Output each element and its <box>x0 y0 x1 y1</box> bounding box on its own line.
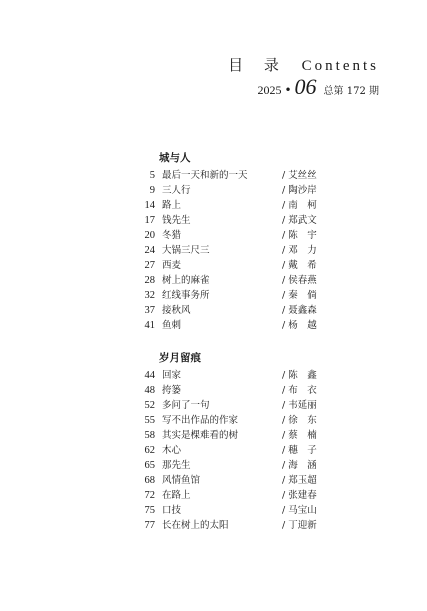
entry-title[interactable]: 三人行 <box>162 185 191 196</box>
entry-author: / 侯春燕 <box>282 275 317 286</box>
toc-entry[interactable] <box>141 303 341 318</box>
entry-page-number: 41 <box>144 320 155 331</box>
entry-title[interactable]: 口技 <box>162 505 182 516</box>
toc-entry[interactable] <box>141 443 341 458</box>
entry-title[interactable]: 接秋风 <box>162 305 191 316</box>
entry-author: / 聂鑫森 <box>282 305 317 316</box>
entry-author: / 马宝山 <box>282 505 317 516</box>
toc-entry[interactable] <box>141 228 341 243</box>
entry-page-number: 32 <box>144 290 155 301</box>
entry-author: / 徐 东 <box>282 415 317 426</box>
entry-author: / 郑武文 <box>282 215 317 226</box>
entry-title[interactable]: 多问了一句 <box>162 400 210 411</box>
issue-year: 2025 <box>257 83 282 97</box>
entry-title[interactable]: 那先生 <box>162 460 191 471</box>
entry-author: / 邓 力 <box>282 245 317 256</box>
toc-entry[interactable] <box>141 518 341 533</box>
toc-entry[interactable] <box>141 413 341 428</box>
entry-author: / 张建春 <box>282 490 317 501</box>
entry-author: / 韦延丽 <box>282 400 317 411</box>
title-en: Contents <box>301 58 379 74</box>
entry-author: / 丁迎新 <box>282 520 317 531</box>
entry-title[interactable]: 树上的麻雀 <box>162 275 210 286</box>
issue-dot: • <box>284 83 292 97</box>
toc-entry[interactable] <box>141 473 341 488</box>
entry-author: / 郑玉超 <box>282 475 317 486</box>
entry-title[interactable]: 西麦 <box>162 260 182 271</box>
entry-author: / 穗 子 <box>282 445 317 456</box>
entry-title[interactable]: 回家 <box>162 370 182 381</box>
entry-page-number: 55 <box>144 415 155 426</box>
entry-title[interactable]: 其实是棵难看的树 <box>162 430 239 441</box>
toc-entry[interactable] <box>141 503 341 518</box>
toc-entry[interactable] <box>141 458 341 473</box>
entry-page-number: 48 <box>144 385 155 396</box>
entry-author: / 陈 鑫 <box>282 370 317 381</box>
entry-page-number: 65 <box>144 460 155 471</box>
entry-page-number: 58 <box>144 430 155 441</box>
entry-page-number: 17 <box>144 215 155 226</box>
entry-title[interactable]: 木心 <box>162 445 182 456</box>
entry-page-number: 77 <box>144 520 155 531</box>
entry-page-number: 44 <box>144 370 155 381</box>
toc-entry[interactable] <box>141 273 341 288</box>
total-issue: 总第 172 期 <box>323 86 379 97</box>
toc-header-title <box>228 54 379 75</box>
toc-entry[interactable] <box>141 198 341 213</box>
toc-entry[interactable] <box>141 213 341 228</box>
entry-title[interactable]: 长在树上的太阳 <box>162 520 229 531</box>
toc-entry[interactable] <box>141 428 341 443</box>
entry-page-number: 72 <box>144 490 155 501</box>
entry-page-number: 24 <box>144 245 155 256</box>
toc-entry[interactable] <box>141 288 341 303</box>
entry-title[interactable]: 最后一天和新的一天 <box>162 170 248 181</box>
entry-author: / 蔡 楠 <box>282 430 317 441</box>
entry-title[interactable]: 在路上 <box>162 490 191 501</box>
title-cn: 目 录 <box>228 56 287 74</box>
entry-title[interactable]: 写不出作品的作家 <box>162 415 239 426</box>
section-title: 城与人 <box>159 152 191 164</box>
entry-author: / 艾丝丝 <box>282 170 317 181</box>
toc-entry[interactable] <box>141 168 341 183</box>
entry-author: / 南 柯 <box>282 200 317 211</box>
entry-author: / 布 衣 <box>282 385 317 396</box>
entry-title[interactable]: 风情鱼馆 <box>162 475 201 486</box>
entry-author: / 杨 越 <box>282 320 317 331</box>
entry-page-number: 9 <box>149 185 155 196</box>
entry-page-number: 14 <box>144 200 155 211</box>
toc-entry[interactable] <box>141 243 341 258</box>
toc-entry[interactable] <box>141 183 341 198</box>
entry-title[interactable]: 冬猎 <box>162 230 182 241</box>
entry-title[interactable]: 钱先生 <box>162 215 191 226</box>
toc-entry[interactable] <box>141 318 341 333</box>
entry-author: / 陶沙岸 <box>282 185 317 196</box>
entry-title[interactable]: 大锅三尺三 <box>162 245 210 256</box>
toc-entry[interactable] <box>141 488 341 503</box>
entry-author: / 戴 希 <box>282 260 317 271</box>
section-cheng-yu-ren <box>141 150 341 333</box>
entry-page-number: 37 <box>144 305 155 316</box>
entry-page-number: 28 <box>144 275 155 286</box>
toc-entry[interactable] <box>141 398 341 413</box>
toc-entry[interactable] <box>141 368 341 383</box>
entry-title[interactable]: 路上 <box>162 200 182 211</box>
issue-line <box>257 76 379 98</box>
entry-page-number: 52 <box>144 400 155 411</box>
toc-entry[interactable] <box>141 258 341 273</box>
entry-title[interactable]: 红线事务所 <box>162 290 210 301</box>
entry-page-number: 5 <box>149 170 155 181</box>
entry-title[interactable]: 鱼刺 <box>162 320 182 331</box>
toc-entry[interactable] <box>141 383 341 398</box>
entry-page-number: 75 <box>144 505 155 516</box>
entry-page-number: 20 <box>144 230 155 241</box>
entry-title[interactable]: 挎篓 <box>162 385 182 396</box>
entry-page-number: 27 <box>144 260 155 271</box>
entry-page-number: 68 <box>144 475 155 486</box>
entry-author: / 陈 宇 <box>282 230 317 241</box>
entry-author: / 海 涵 <box>282 460 317 471</box>
section-sui-yue-liu-hen <box>141 350 341 533</box>
section-title: 岁月留痕 <box>159 352 201 364</box>
entry-list <box>141 168 341 333</box>
entry-author: / 秦 倘 <box>282 290 317 301</box>
entry-page-number: 62 <box>144 445 155 456</box>
issue-number: 06 <box>294 74 317 99</box>
entry-list <box>141 368 341 533</box>
